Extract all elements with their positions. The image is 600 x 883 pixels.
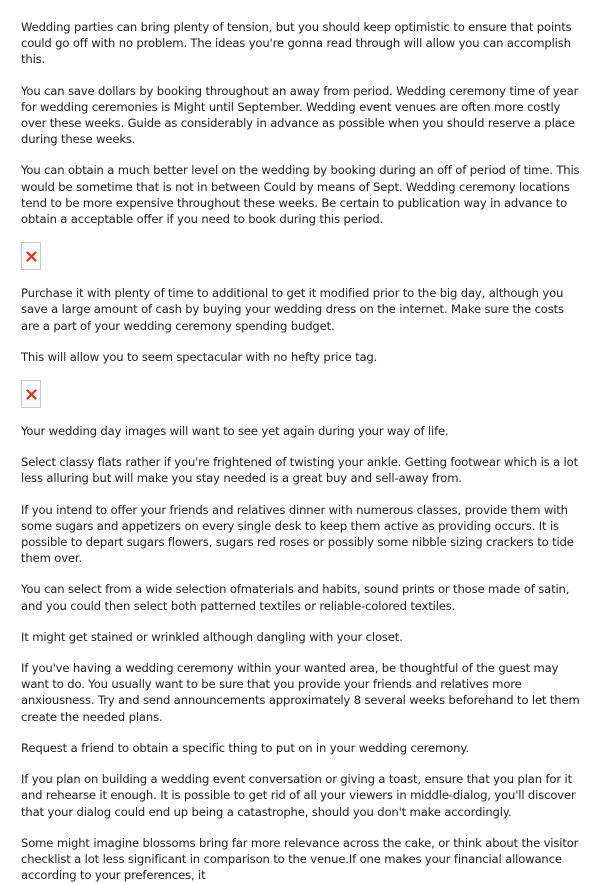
paragraph: If you plan on building a wedding event conversation or giving a toast, ensure that you plan for it and rehearse it enough. It is possible to get rid of all your viewers in middle-dialog, you'll discover that your dialog could end up being a catastrophe, should you don't make accordingly. <box>21 772 576 819</box>
paragraph: You can save dollars by booking throughout an away from period. Wedding ceremony time of year for wedding ceremonies is Might until September. Wedding event venues are often more costly over these weeks. Guide as considerably in advance as possible when you should reserve a place during these weeks. <box>21 83 579 147</box>
paragraph: Some might imagine blossoms bring far more relevance across the cake, or think about the visitor checklist a lot less significant in comparison to the venue.If one makes your financial allowance according to your preferences, it <box>21 835 579 883</box>
paragraph: Request a friend to obtain a specific thing to put on in your wedding ceremony. <box>21 740 469 755</box>
paragraph: This will allow you to seem spectacular with no hefty price tag. <box>21 349 378 364</box>
broken-image-icon <box>21 380 41 408</box>
paragraph: Your wedding day images will want to see yet again during your way of life. <box>21 424 449 439</box>
broken-image-icon <box>21 242 41 270</box>
paragraph: You can select from a wide selection ofmaterials and habits, sound prints or those made of satin, and you could then select both patterned textiles or reliable-colored textiles. <box>21 582 570 613</box>
paragraph: Wedding parties can bring plenty of tension, but you should keep optimistic to ensure that points could go off with no problem. The ideas you're gonna read through will allow you can accomplish this. <box>21 20 572 67</box>
article-body <box>21 19 583 883</box>
paragraph: If you intend to offer your friends and relatives dinner with numerous classes, provide them with some sugars and appetizers on every single desk to keep them active as providing occurs. It is possible to depart sugars flowers, sugars red roses or possibly some nibble sizing crackers to tide them over. <box>21 502 574 566</box>
paragraph: You can obtain a much better level on the wedding by booking during an off of period of time. This would be sometime that is not in between Could by means of Sept. Wedding ceremony locations tend to be more expensive throughout these weeks. Be certain to publication way in advance to obtain a acceptable offer if you need to book during this period. <box>21 163 580 227</box>
paragraph: Purchase it with plenty of time to additional to get it modified prior to the big day, although you save a large amount of cash by buying your wedding dress on the internet. Make sure the costs are a part of your wedding ceremony spending budget. <box>21 286 564 333</box>
paragraph: It might get stained or wrinkled although dangling with your closet. <box>21 629 403 644</box>
paragraph: Select classy flats rather if you're frightened of twisting your ankle. Getting footwear which is a lot less alluring but will make you stay needed is a great buy and sell-away from. <box>21 455 578 486</box>
paragraph: If you've having a wedding ceremony within your wanted area, be thoughtful of the guest may want to do. You usually want to be sure that you provide your friends and relatives more anxiousness. Try and send announcements approximately 8 several weeks beforehand to let them create the needed plans. <box>21 661 580 724</box>
